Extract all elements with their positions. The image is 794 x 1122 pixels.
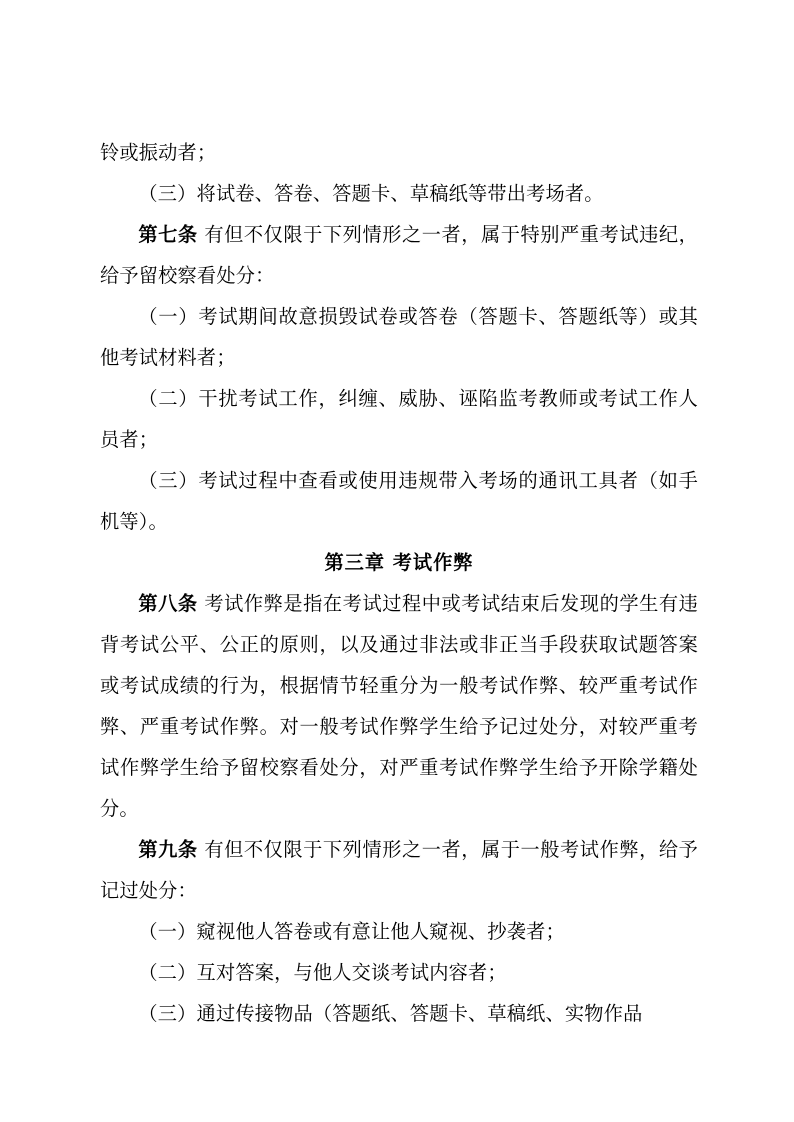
paragraph-line-continued-1: [100, 132, 698, 173]
paragraph-text: 铃或振动者；: [100, 141, 217, 164]
paragraph-text: （二）干扰考试工作，纠缠、威胁、诬陷监考教师或考试工作人员者；: [100, 387, 698, 451]
paragraph-text: 考试作弊是指在考试过程中或考试结束后发现的学生有违背考试公平、公正的原则，以及通过非法或非正当手段获取试题答案或考试成绩的行为，根据情节轻重分为一般考试作弊、较严重考试作弊、严重考试作弊。对一般考试作弊学生给予记过处分，对较严重考试作弊学生给予留校察看处分，对严重考试作弊学生给予开除学籍处分。: [100, 592, 698, 820]
paragraph-article-7: [100, 214, 698, 296]
paragraph-article-8: [100, 583, 698, 829]
paragraph-text: （三）将试卷、答卷、答题卡、草稿纸等带出考场者。: [138, 182, 604, 205]
article-number: 第八条: [138, 592, 198, 615]
paragraph-text: 有但不仅限于下列情形之一者，属于特别严重考试违纪，给予留校察看处分：: [100, 223, 698, 287]
document-body: [100, 132, 698, 1034]
paragraph-text: （一）考试期间故意损毁试卷或答卷（答题卡、答题纸等）或其他考试材料者；: [100, 305, 698, 369]
paragraph-text: （三）考试过程中查看或使用违规带入考场的通讯工具者（如手机等）。: [100, 469, 698, 533]
chapter-title: [100, 542, 698, 583]
article-number: 第七条: [138, 223, 198, 246]
paragraph-item-7-3: [100, 460, 698, 542]
paragraph-text: （二）互对答案，与他人交谈考试内容者；: [138, 961, 507, 984]
paragraph-item-9-3: [100, 993, 698, 1034]
article-number: 第九条: [138, 838, 198, 861]
paragraph-item-7-2: [100, 378, 698, 460]
paragraph-text: 有但不仅限于下列情形之一者，属于一般考试作弊，给予记过处分：: [100, 838, 698, 902]
chapter-title-text: 第三章 考试作弊: [324, 551, 474, 574]
paragraph-item-9-1: [100, 911, 698, 952]
paragraph-item-7-1: [100, 296, 698, 378]
paragraph-item-9-2: [100, 952, 698, 993]
paragraph-article-9: [100, 829, 698, 911]
paragraph-text: （三）通过传接物品（答题纸、答题卡、草稿纸、实物作品: [138, 1002, 643, 1025]
paragraph-item-6-3: [100, 173, 698, 214]
paragraph-text: （一）窥视他人答卷或有意让他人窥视、抄袭者；: [138, 920, 565, 943]
